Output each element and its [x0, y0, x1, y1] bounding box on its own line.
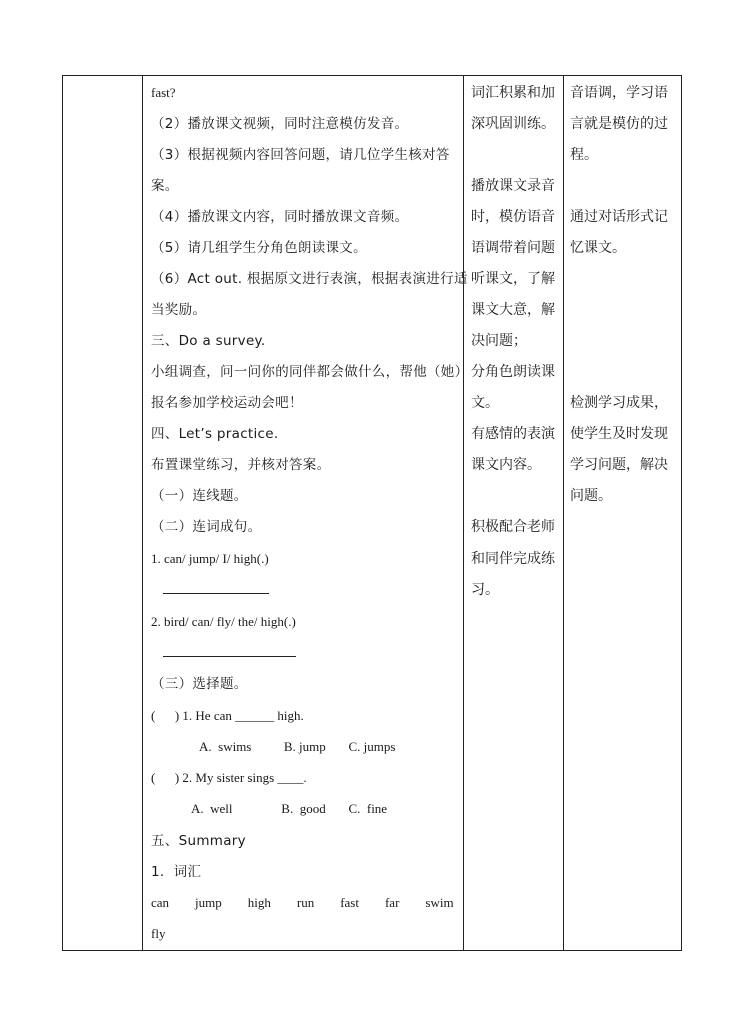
text-line: （二）连词成句。	[151, 519, 262, 535]
text-line: 语调带着问题	[471, 240, 555, 256]
section-heading: 四、Let’s practice.	[151, 426, 279, 442]
text-line: （5）请几组学生分角色朗读课文。	[151, 240, 367, 256]
text-line: 使学生及时发现	[570, 426, 668, 442]
exercise-item: ( ) 1. He can ______ high.	[151, 708, 304, 723]
text-line: 1. 词汇	[151, 864, 202, 880]
vocabulary-list: fly	[151, 926, 166, 941]
text-line: 播放课文录音	[471, 178, 555, 194]
text-line: 习。	[471, 582, 499, 598]
text-line: （2）播放课文视频，同时注意模仿发音。	[151, 116, 409, 132]
text-line: 和同伴完成练	[471, 551, 555, 567]
text-line: 当奖励。	[151, 302, 207, 318]
text-line: （三）选择题。	[151, 676, 248, 692]
exercise-item: 1. can/ jump/ I/ high(.)	[151, 551, 269, 566]
text-line: （4）播放课文内容，同时播放课文音频。	[151, 209, 409, 225]
text-line: 言就是模仿的过	[570, 116, 668, 132]
answer-blank	[163, 581, 269, 599]
text-line: 有感情的表演	[471, 426, 555, 442]
text-line: 文。	[471, 395, 499, 411]
text-line: 听课文，了解	[471, 271, 555, 287]
text-line: 课文内容。	[471, 457, 541, 473]
text-line: 课文大意，解	[471, 302, 555, 318]
text-line: 程。	[570, 147, 598, 163]
text-line: 忆课文。	[570, 240, 626, 256]
text-line: 决问题；	[471, 333, 527, 349]
text-line: （一）连线题。	[151, 488, 248, 504]
lesson-plan-table	[62, 75, 682, 951]
text-line: 音语调，学习语	[570, 85, 668, 101]
text-line: 词汇积累和加	[471, 85, 555, 101]
text-line: 案。	[151, 178, 179, 194]
text-line: fast?	[151, 85, 176, 100]
student-activity-column	[464, 76, 563, 950]
teaching-procedure-column	[143, 76, 469, 950]
text-line: （6）Act out. 根据原文进行表演，根据表演进行适	[151, 271, 468, 287]
section-heading: 五、Summary	[151, 833, 246, 849]
exercise-item: 2. bird/ can/ fly/ the/ high(.)	[151, 614, 296, 629]
exercise-item: ( ) 2. My sister sings ____.	[151, 770, 307, 785]
text-line: 积极配合老师	[471, 519, 555, 535]
text-line: 分角色朗读课	[471, 364, 555, 380]
answer-blank	[163, 644, 296, 662]
text-line: 通过对话形式记	[570, 209, 668, 225]
text-line: 问题。	[570, 488, 612, 504]
text-line: 学习问题，解决	[570, 457, 668, 473]
design-intent-column	[564, 76, 682, 950]
text-line: 时，模仿语音	[471, 209, 555, 225]
text-line: 深巩固训练。	[471, 116, 555, 132]
text-line: 布置课堂练习，并核对答案。	[151, 457, 331, 473]
text-line: 小组调查，问一问你的同伴都会做什么，帮他（她）	[151, 364, 469, 380]
section-heading: 三、Do a survey.	[151, 333, 266, 349]
vocabulary-list: can jump high run fast far swim	[151, 895, 454, 910]
text-line: 检测学习成果，	[570, 395, 668, 411]
text-line: 报名参加学校运动会吧！	[151, 395, 303, 411]
text-line: （3）根据视频内容回答问题，请几位学生核对答	[151, 147, 450, 163]
exercise-options: A. well B. good C. fine	[191, 801, 388, 816]
exercise-options: A. swims B. jump C. jumps	[199, 739, 396, 754]
